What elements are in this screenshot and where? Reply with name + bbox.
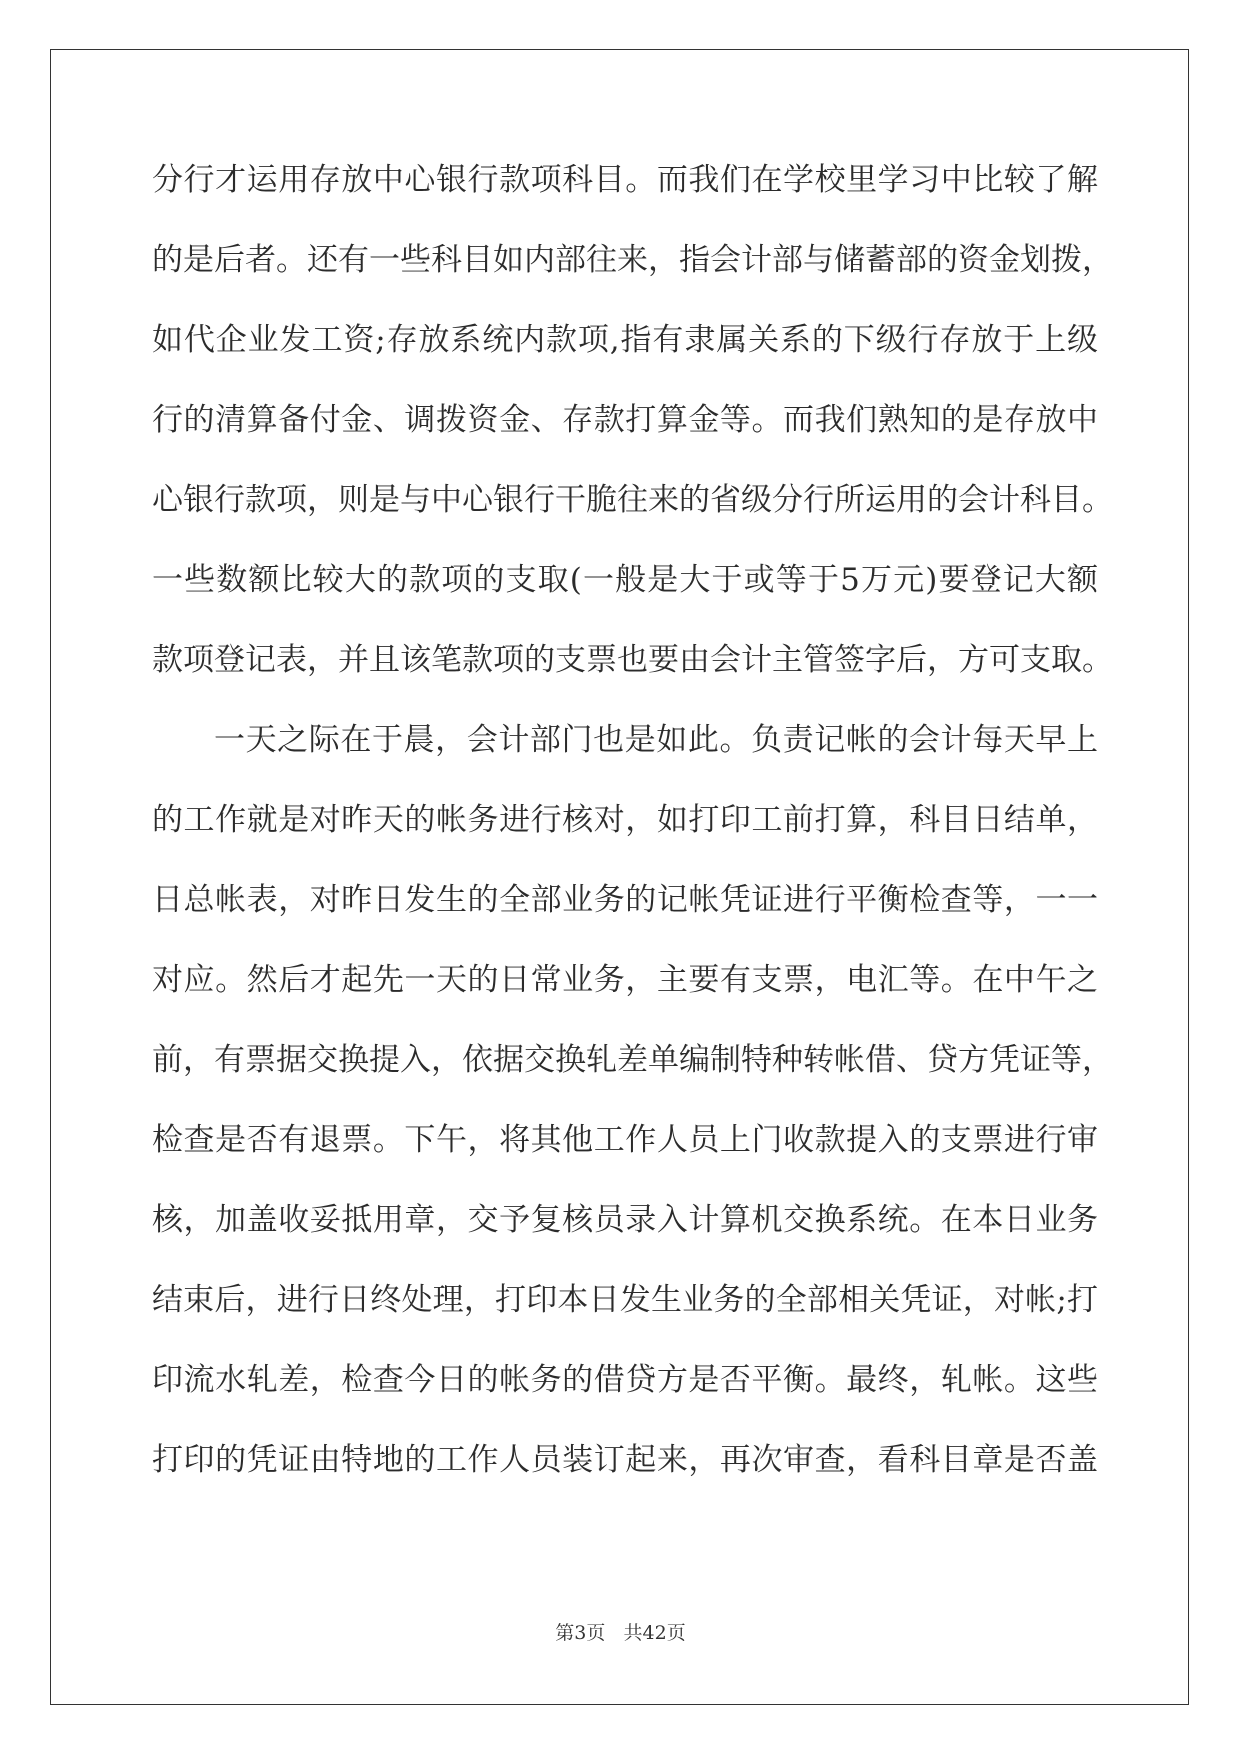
text-line: 心银行款项，则是与中心银行干脆往来的省级分行所运用的会计科目。 [152, 482, 1113, 518]
text-line: 如代企业发工资;存放系统内款项,指有隶属关系的下级行存放于上级 [152, 322, 1098, 358]
text-line: 日总帐表，对昨日发生的全部业务的记帐凭证进行平衡检查等，一一 [152, 882, 1098, 918]
text-line: 行的清算备付金、调拨资金、存款打算金等。而我们熟知的是存放中 [152, 402, 1098, 438]
text-line: 打印的凭证由特地的工作人员装订起来，再次审查，看科目章是否盖 [152, 1442, 1098, 1478]
text-line: 款项登记表，并且该笔款项的支票也要由会计主管签字后，方可支取。 [152, 642, 1113, 678]
text-line: 核，加盖收妥抵用章，交予复核员录入计算机交换系统。在本日业务 [152, 1202, 1098, 1238]
text-line: 印流水轧差，检查今日的帐务的借贷方是否平衡。最终，轧帐。这些 [152, 1362, 1098, 1398]
text-line: 前，有票据交换提入，依据交换轧差单编制特种转帐借、贷方凭证等， [152, 1042, 1113, 1078]
total-prefix: 共 [623, 1622, 643, 1644]
total-suffix: 页 [666, 1622, 686, 1644]
text-line: 的是后者。还有一些科目如内部往来，指会计部与储蓄部的资金划拨， [152, 242, 1113, 278]
text-line: 检查是否有退票。下午，将其他工作人员上门收款提入的支票进行审 [152, 1122, 1098, 1158]
page-footer [0, 1618, 1241, 1645]
text-line: 的工作就是对昨天的帐务进行核对，如打印工前打算，科目日结单， [152, 802, 1098, 838]
text-line: 一些数额比较大的款项的支取(一般是大于或等于5万元)要登记大额 [152, 562, 1098, 598]
text-line: 对应。然后才起先一天的日常业务，主要有支票，电汇等。在中午之 [152, 962, 1098, 998]
paragraph-first-line: 一天之际在于晨，会计部门也是如此。负责记帐的会计每天早上 [214, 722, 1098, 758]
total-pages: 42 [642, 1622, 667, 1644]
page-prefix: 第 [555, 1622, 575, 1644]
body-text [152, 160, 1113, 1520]
page-suffix: 页 [586, 1622, 606, 1644]
page-number: 3 [574, 1622, 587, 1644]
text-line: 结束后，进行日终处理，打印本日发生业务的全部相关凭证，对帐;打 [152, 1282, 1098, 1318]
text-line: 分行才运用存放中心银行款项科目。而我们在学校里学习中比较了解 [152, 162, 1098, 198]
